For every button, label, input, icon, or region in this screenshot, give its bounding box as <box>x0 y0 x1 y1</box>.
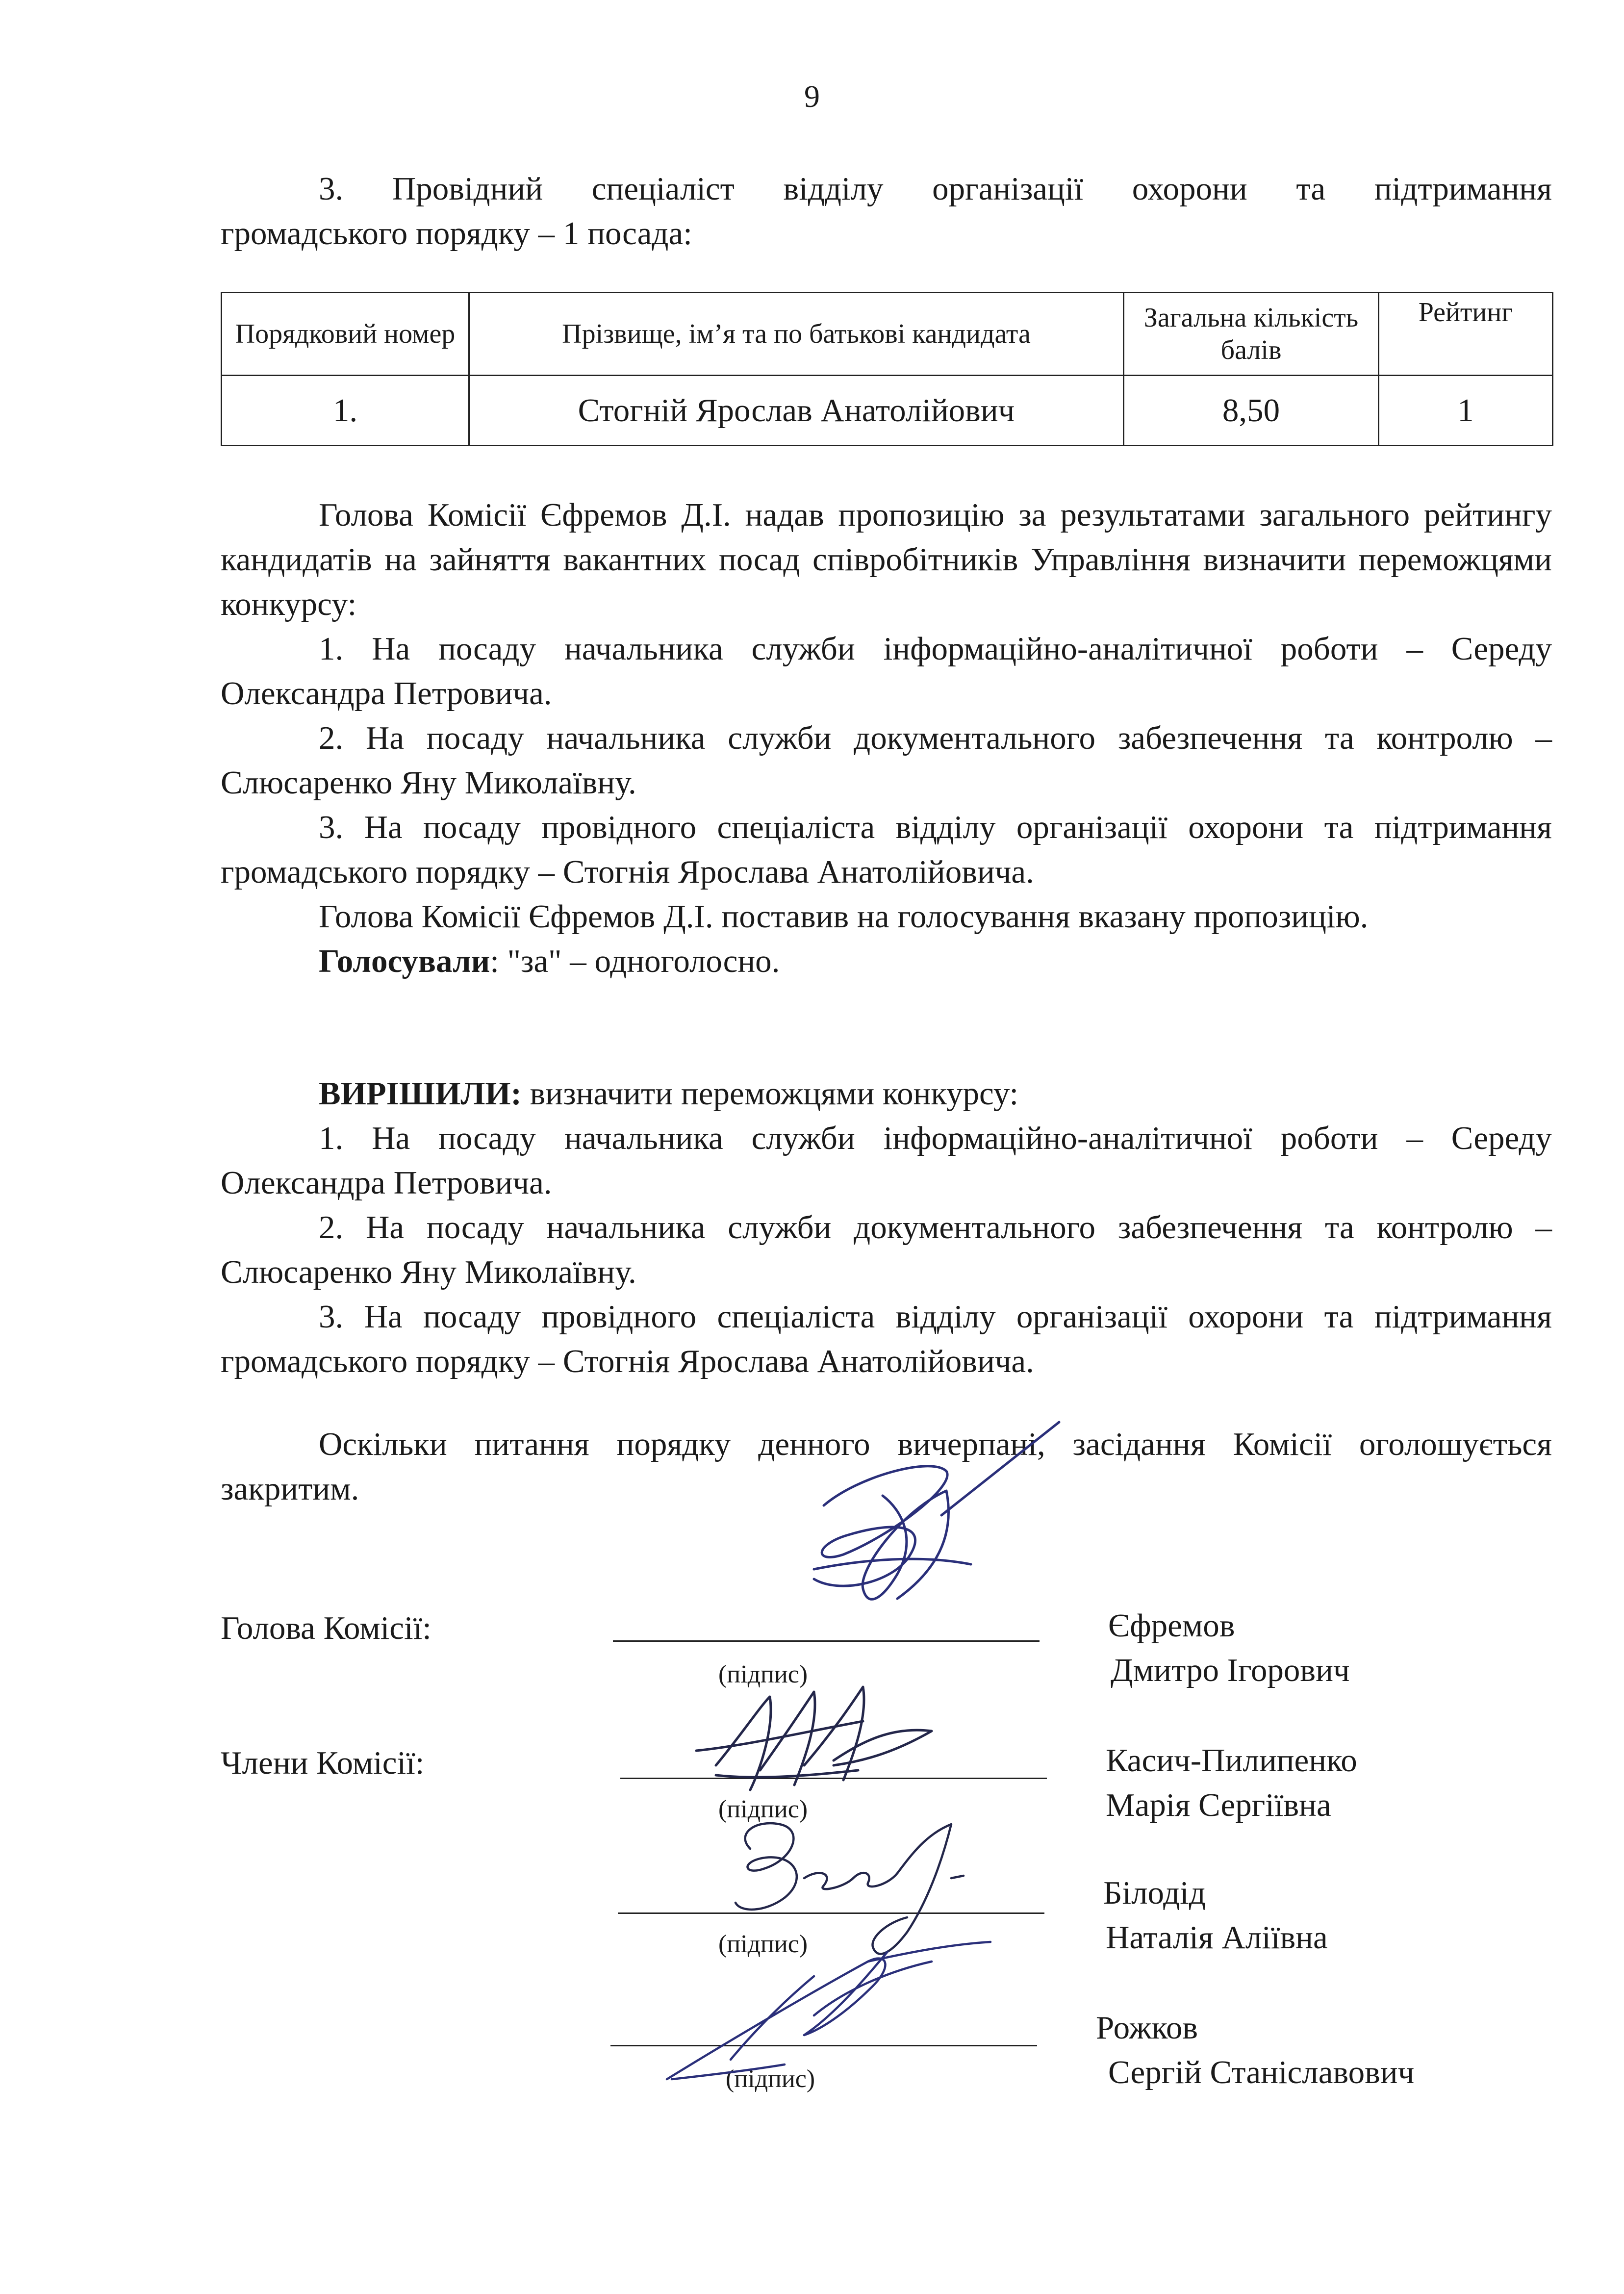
position-heading-line2: громадського порядку – 1 посада: <box>221 215 692 252</box>
table-row <box>222 376 1553 446</box>
signatory-given-names: Наталія Аліївна <box>1106 1919 1328 1956</box>
chair-signature-icon <box>785 1412 1059 1638</box>
decision-item: 1. На посаду начальника служби інформаційно-аналітичної роботи – Середу Олександра Петровича. <box>221 1120 1552 1201</box>
proposal-item: 3. На посаду провідного спеціаліста відділу організації охорони та підтримання громадського порядку – Стогнія Ярослава Анатолійовича. <box>221 809 1552 890</box>
signatory-surname: Єфремов <box>1108 1607 1235 1644</box>
page-number: 9 <box>804 79 820 114</box>
position-heading-line1: 3. Провідний спеціаліст відділу організації охорони та підтримання <box>319 171 1552 207</box>
table-header-row <box>222 293 1553 376</box>
cell-number: 1. <box>222 376 469 446</box>
signature-caption: (підпис) <box>718 1795 808 1823</box>
decision-label: ВИРІШИЛИ: <box>319 1075 522 1112</box>
signatory-surname: Касич-Пилипенко <box>1106 1742 1357 1779</box>
header-score: Загальна кількість балів <box>1124 293 1379 376</box>
vote-result <box>221 939 1552 984</box>
signatory-given-names: Дмитро Ігорович <box>1111 1652 1350 1688</box>
proposal-item: 2. На посаду начальника служби документального забезпечення та контролю – Слюсаренко Яну Миколаївну. <box>221 720 1552 801</box>
header-rating: Рейтинг <box>1379 293 1553 376</box>
chair-label: Голова Комісії: <box>221 1610 431 1646</box>
proposal-item: 1. На посаду начальника служби інформаційно-аналітичної роботи – Середу Олександра Петровича. <box>221 631 1552 712</box>
decision-item: 3. На посаду провідного спеціаліста відділу організації охорони та підтримання громадського порядку – Стогнія Ярослава Анатолійовича. <box>221 1299 1552 1379</box>
signatory-given-names: Сергій Станіславович <box>1108 2054 1415 2090</box>
signature-line <box>613 1640 1040 1642</box>
members-label: Члени Комісії: <box>221 1745 425 1781</box>
header-number: Порядковий номер <box>222 293 469 376</box>
decision-section <box>221 1071 1552 1384</box>
closing-text: Оскільки питання порядку денного вичерпані, засідання Комісії оголошується закритим. <box>221 1426 1552 1507</box>
signature-caption: (підпис) <box>726 2065 815 2093</box>
vote-call: Голова Комісії Єфремов Д.І. поставив на голосування вказану пропозицію. <box>319 898 1369 935</box>
decision-text: визначити переможцями конкурсу: <box>521 1075 1019 1112</box>
vote-text: : "за" – одноголосно. <box>490 943 780 979</box>
signature-caption: (підпис) <box>718 1660 808 1688</box>
decision-item: 2. На посаду начальника служби документального забезпечення та контролю – Слюсаренко Яну Миколаївну. <box>221 1209 1552 1290</box>
position-heading <box>221 167 1552 256</box>
signatory-surname: Рожков <box>1096 2010 1198 2046</box>
cell-score: 8,50 <box>1124 376 1379 446</box>
cell-name: Стогній Ярослав Анатолійович <box>469 376 1124 446</box>
header-name: Прізвище, ім’я та по батькові кандидата <box>469 293 1124 376</box>
member-signature-icon <box>657 1932 990 2094</box>
decision-intro <box>221 1071 1552 1116</box>
signature-caption: (підпис) <box>718 1930 808 1958</box>
rating-table <box>221 292 1553 446</box>
vote-label: Голосували <box>319 943 490 979</box>
signatory-surname: Білодід <box>1103 1875 1206 1911</box>
member-signature-icon <box>686 1677 941 1810</box>
signatory-given-names: Марія Сергіївна <box>1106 1787 1331 1823</box>
proposal-intro: Голова Комісії Єфремов Д.І. надав пропозицію за результатами загального рейтингу кандидатів на зайняття вакантних посад співробітників Управління визначити переможцями конкурсу: <box>221 497 1552 622</box>
cell-rating: 1 <box>1379 376 1553 446</box>
proposal-section <box>221 493 1552 984</box>
